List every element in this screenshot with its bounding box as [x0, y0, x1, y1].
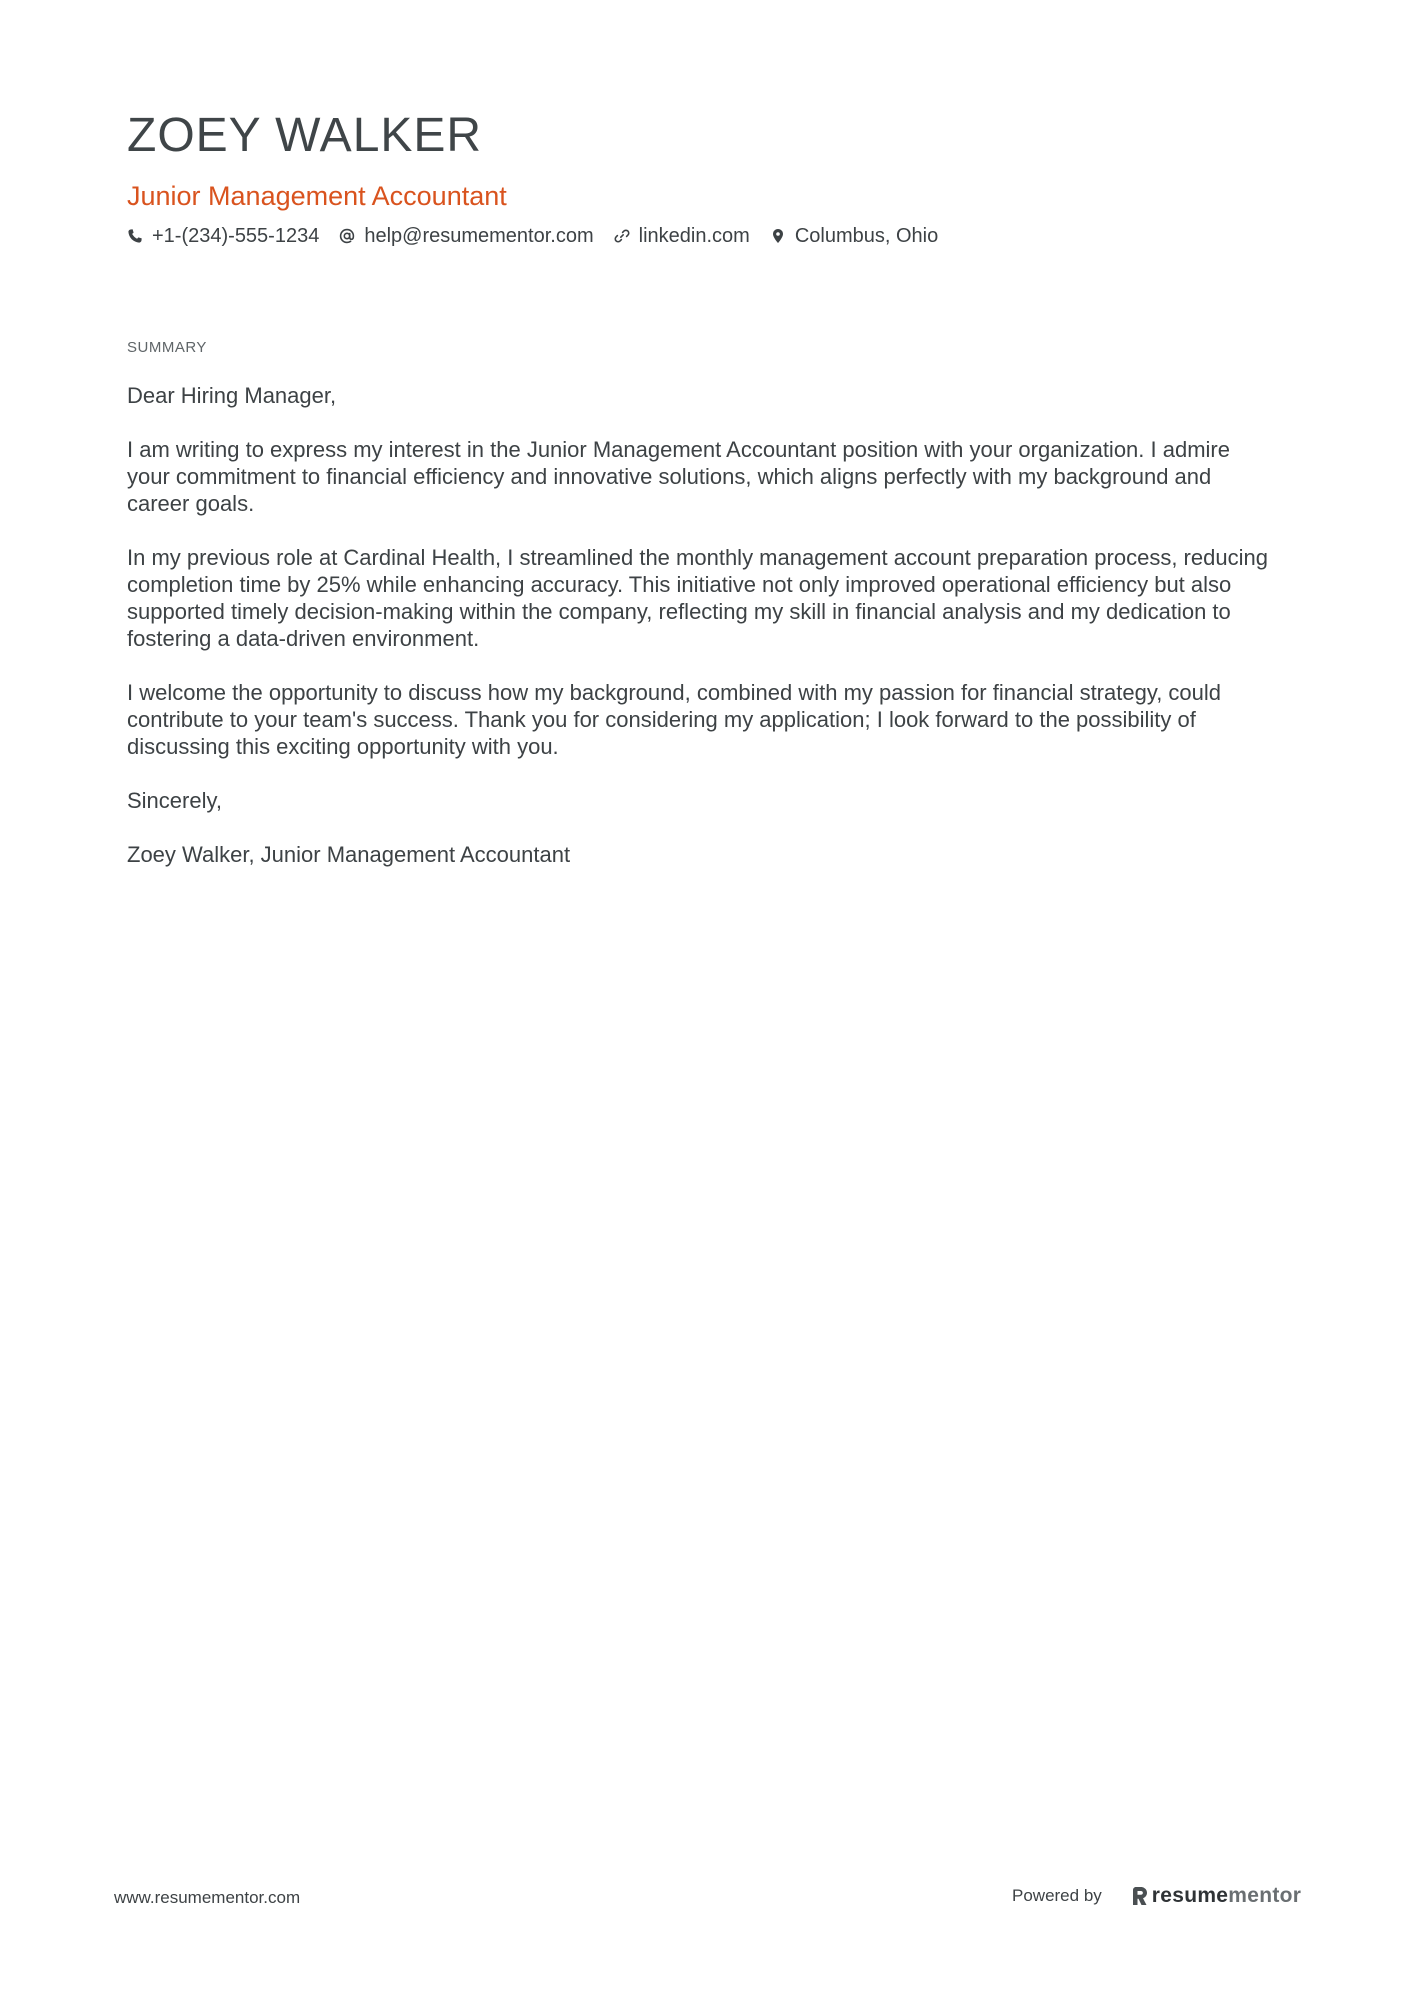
contact-email[interactable] [339, 226, 593, 246]
contact-phone-text: +1-(234)-555-1234 [152, 225, 320, 247]
candidate-name: ZOEY WALKER [127, 109, 483, 162]
logo-text-mentor: mentor [1228, 1884, 1302, 1907]
contact-email-text: help@resumementor.com [364, 225, 594, 247]
at-icon [339, 228, 355, 244]
letter-paragraph: I welcome the opportunity to discuss how my background, combined with my passion for financial strategy, could contribute to your team's success. Thank you for considering my application; I look forward to the possibility of discussing this exciting opportunity with you. [127, 680, 1222, 759]
letter-closing: Sincerely, [127, 788, 222, 813]
letter-salutation: Dear Hiring Manager, [127, 383, 337, 408]
candidate-role: Junior Management Accountant [127, 181, 507, 211]
letter-paragraph: I am writing to express my interest in the Junior Management Accountant position with your organization. I admire your commitment to financial efficiency and innovative solutions, which aligns perfectly with my background and career goals. [127, 437, 1230, 516]
contact-linkedin-text: linkedin.com [638, 225, 750, 247]
phone-icon [127, 228, 143, 244]
letter-paragraph: In my previous role at Cardinal Health, I streamlined the monthly management account preparation process, reducing completion time by 25% while enhancing accuracy. This initiative not only improved operational efficiency but also supported timely decision-making within the company, reflecting my skill in financial analysis and my dedication to fostering a data-driven environment. [127, 545, 1268, 651]
letter-signature: Zoey Walker, Junior Management Accountant [127, 842, 571, 867]
logo-text-resume: resume [1151, 1884, 1229, 1907]
footer-website-link[interactable]: www.resumementor.com [114, 1888, 301, 1907]
link-icon [614, 228, 630, 244]
contact-bar [127, 226, 958, 246]
contact-location [770, 226, 938, 246]
powered-by-label: Powered by [1012, 1886, 1102, 1905]
summary-heading: SUMMARY [127, 339, 207, 356]
contact-linkedin[interactable] [614, 226, 750, 246]
resumementor-logo[interactable] [1132, 1884, 1302, 1908]
location-pin-icon [770, 228, 786, 244]
contact-location-text: Columbus, Ohio [794, 225, 939, 247]
letter-body [127, 382, 1277, 895]
resumementor-logo-icon [1132, 1886, 1148, 1906]
footer-branding [1012, 1884, 1301, 1908]
contact-phone[interactable] [127, 226, 319, 246]
